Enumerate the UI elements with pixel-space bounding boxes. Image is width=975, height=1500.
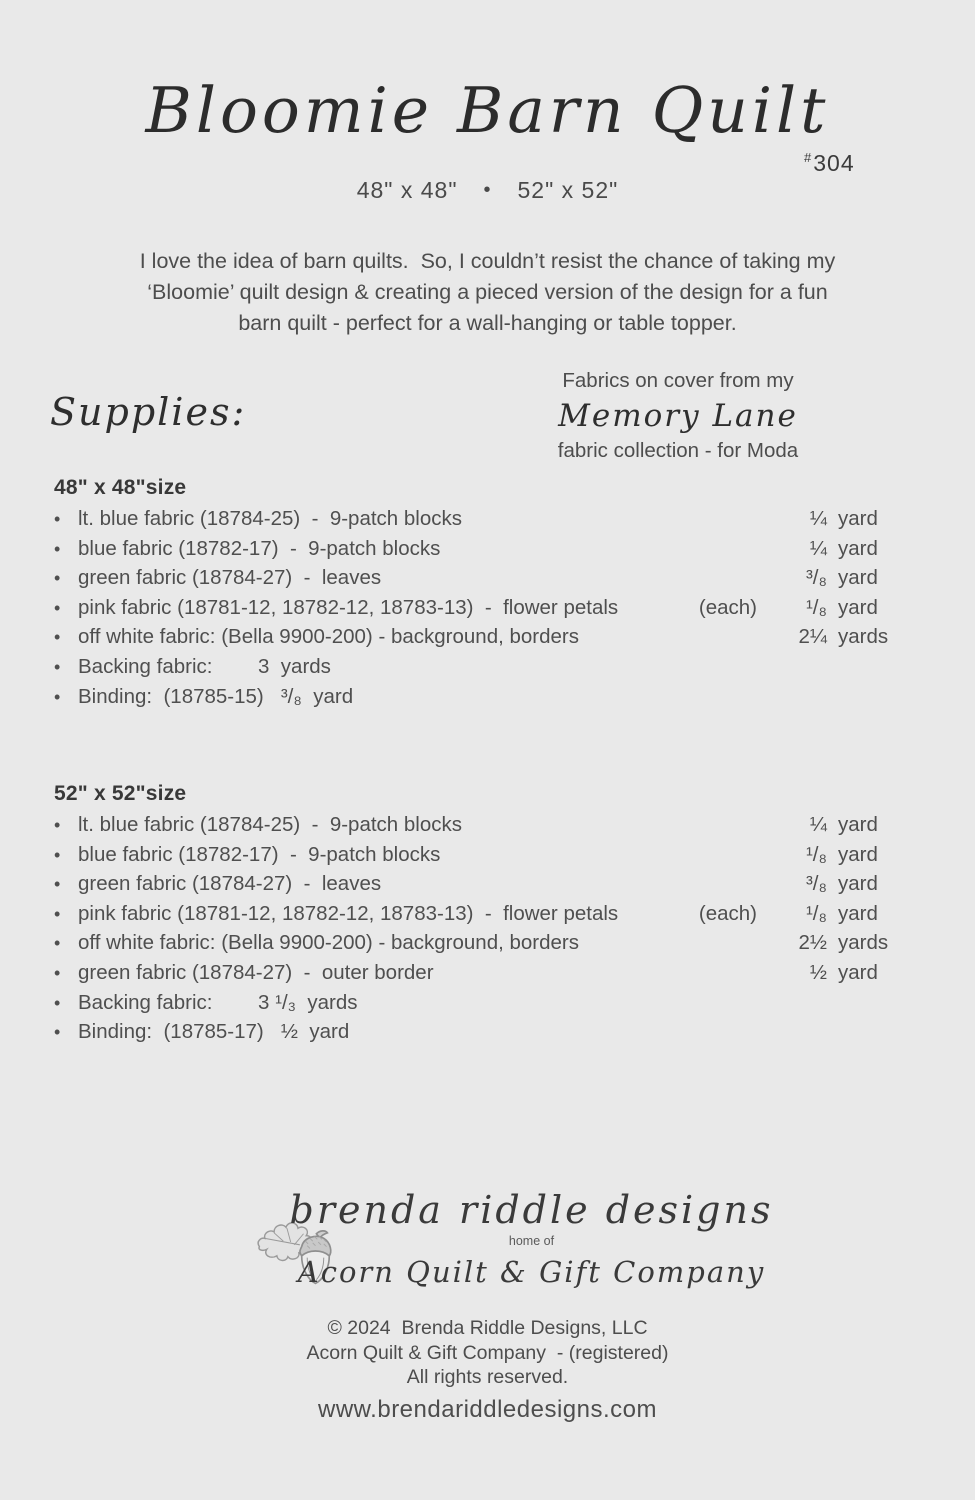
supply-item	[54, 1020, 900, 1050]
supply-list-48	[54, 507, 900, 714]
supply-item-label: green fabric (18784-27) - leaves	[78, 872, 382, 896]
bullet-icon: •	[54, 1022, 61, 1043]
pattern-number	[804, 150, 855, 177]
bullet-icon: •	[54, 538, 61, 559]
supply-item-unit: yard	[838, 595, 878, 619]
supply-item	[54, 843, 900, 873]
supply-item-unit: yard	[838, 566, 878, 590]
supply-item-unit: yard	[838, 536, 878, 560]
pattern-number-value: 304	[813, 150, 855, 176]
supply-item-label: blue fabric (18782-17) - 9-patch blocks	[78, 536, 441, 560]
supply-item	[54, 625, 900, 655]
size-separator-dot: •	[483, 179, 492, 201]
bullet-icon: •	[54, 597, 61, 618]
copyright-line-2: Acorn Quilt & Gift Company - (registered)	[306, 1341, 669, 1364]
bullet-icon: •	[54, 962, 61, 983]
supply-item-amount: ¼	[809, 507, 827, 530]
supply-item-label: Binding: (18785-15) ³/₈ yard	[78, 684, 354, 708]
supply-item	[54, 961, 900, 991]
supply-item-label: lt. blue fabric (18784-25) - 9-patch blocks	[78, 507, 462, 530]
supply-item-label: Backing fabric: 3 yards	[78, 654, 331, 678]
pattern-number-hash: #	[804, 150, 813, 165]
bullet-icon: •	[54, 656, 61, 677]
supply-section-52	[54, 782, 900, 1050]
supply-item-amount: ¼	[809, 536, 827, 560]
supply-item-amount: ¹/₈	[805, 595, 827, 619]
bullet-icon: •	[54, 903, 61, 924]
supply-item-amount: ¼	[809, 813, 827, 836]
supply-section-48	[54, 476, 900, 714]
supply-item	[54, 931, 900, 961]
supply-item-amount: ¹/₈	[805, 901, 827, 925]
quilt-sizes	[0, 177, 975, 204]
brand-name: brenda riddle designs	[289, 1188, 774, 1232]
section-heading-48: 48" x 48"size	[54, 476, 187, 499]
supply-item	[54, 507, 900, 537]
supply-item-unit: yard	[838, 960, 878, 984]
supply-item-label: Binding: (18785-17) ½ yard	[78, 1020, 350, 1044]
page-title: Bloomie Barn Quilt	[145, 74, 830, 147]
supply-item-amount: ¹/₈	[805, 842, 827, 866]
copyright-line-3: All rights reserved.	[406, 1366, 569, 1388]
copyright-block	[0, 1316, 975, 1390]
bullet-icon: •	[54, 844, 61, 865]
supply-item	[54, 596, 900, 626]
supply-item	[54, 537, 900, 567]
fabric-collection-name: Memory Lane	[558, 398, 798, 434]
brand-company: Acorn Quilt & Gift Company	[297, 1255, 766, 1289]
supply-item-label: green fabric (18784-27) - leaves	[78, 566, 382, 590]
intro-line-2: ‘Bloomie’ quilt design & creating a pieced version of the design for a fun	[147, 280, 828, 304]
brand-logo	[0, 1188, 975, 1292]
supply-item-amount: ³/₈	[805, 566, 827, 590]
fabrics-note-line-1: Fabrics on cover from my	[562, 369, 794, 392]
intro-paragraph	[0, 246, 975, 339]
supply-item	[54, 655, 900, 685]
quilt-size-1: 48" x 48"	[356, 177, 458, 203]
bullet-icon: •	[54, 686, 61, 707]
bullet-icon: •	[54, 815, 61, 835]
section-heading-52: 52" x 52"size	[54, 782, 187, 805]
supplies-heading: Supplies:	[50, 390, 247, 434]
supply-item	[54, 566, 900, 596]
supply-item-amount: 2¼	[798, 625, 827, 649]
fabrics-note-line-2: fabric collection - for Moda	[557, 439, 799, 462]
supply-item-label: green fabric (18784-27) - outer border	[78, 960, 434, 984]
bullet-icon: •	[54, 933, 61, 954]
supply-item	[54, 991, 900, 1021]
supply-item-amount: ½	[809, 960, 827, 984]
supply-item-label: blue fabric (18782-17) - 9-patch blocks	[78, 842, 441, 866]
supply-list-52	[54, 813, 900, 1050]
quilt-size-2: 52" x 52"	[517, 177, 619, 203]
supply-item-unit: yard	[838, 842, 878, 866]
bullet-icon: •	[54, 627, 61, 648]
supply-item-label: off white fabric: (Bella 9900-200) - background, borders	[78, 931, 580, 955]
fabrics-note	[534, 368, 822, 464]
supply-item-unit: yard	[838, 901, 878, 925]
supply-item-unit: yard	[838, 507, 878, 530]
supply-item	[54, 902, 900, 932]
supply-item-unit: yard	[838, 872, 878, 896]
supply-item-label: Backing fabric: 3 ¹/₃ yards	[78, 990, 358, 1014]
supply-item	[54, 685, 900, 715]
bullet-icon: •	[54, 992, 61, 1013]
bullet-icon: •	[54, 509, 61, 529]
supply-item-label: lt. blue fabric (18784-25) - 9-patch blocks	[78, 813, 462, 836]
supply-item-unit: yard	[838, 813, 878, 836]
brand-home-of: home of	[508, 1234, 555, 1248]
bullet-icon: •	[54, 568, 61, 589]
supply-item	[54, 872, 900, 902]
website-url: www.brendariddledesigns.com	[318, 1396, 657, 1423]
supply-item-label: pink fabric (18781-12, 18782-12, 18783-13) - flower petals	[78, 595, 619, 619]
supply-item-amount: ³/₈	[805, 872, 827, 896]
intro-line-1: I love the idea of barn quilts. So, I couldn’t resist the chance of taking my	[139, 249, 836, 273]
supply-item-note: (each)	[698, 901, 757, 925]
supply-item-unit: yards	[838, 625, 889, 649]
intro-line-3: barn quilt - perfect for a wall-hanging or table topper.	[238, 311, 737, 335]
copyright-line-1: © 2024 Brenda Riddle Designs, LLC	[327, 1317, 648, 1339]
supply-item	[54, 813, 900, 843]
supply-item-label: off white fabric: (Bella 9900-200) - background, borders	[78, 625, 580, 649]
bullet-icon: •	[54, 874, 61, 895]
supply-item-label: pink fabric (18781-12, 18782-12, 18783-13) - flower petals	[78, 901, 619, 925]
supply-item-amount: 2½	[798, 931, 827, 955]
supply-item-unit: yards	[838, 931, 889, 955]
supply-item-note: (each)	[698, 595, 757, 619]
